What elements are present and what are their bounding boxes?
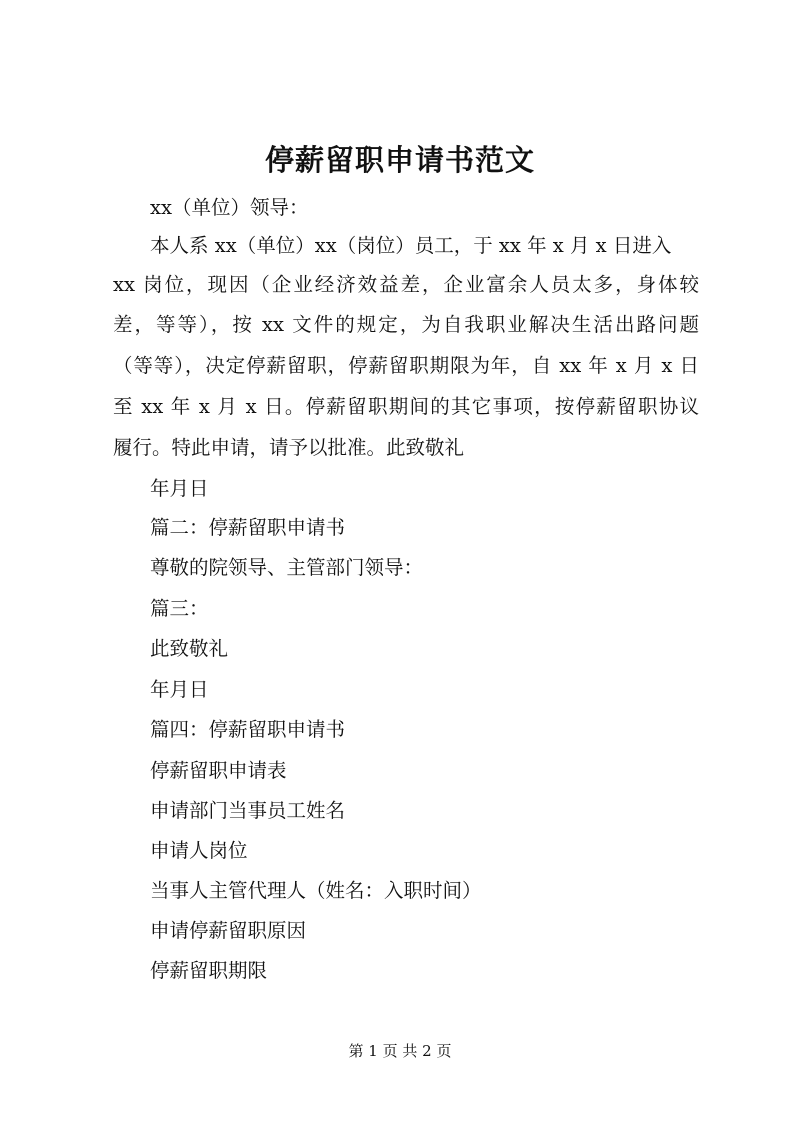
paragraph-line: 履行。特此申请，请予以批准。此致敬礼: [113, 436, 465, 459]
form-title: 停薪留职申请表: [150, 759, 287, 782]
paragraph-line: 至 xx 年 x 月 x 日。停薪留职期间的其它事项，按停薪留职协议: [113, 395, 699, 418]
paragraph-line: 差，等等），按 xx 文件的规定，为自我职业解决生活出路问题: [113, 313, 699, 336]
date-line: 年月日: [150, 477, 209, 500]
closing-line: 此致敬礼: [150, 637, 229, 660]
paragraph-line: xx 岗位，现因（企业经济效益差，企业富余人员太多，身体较: [113, 273, 699, 296]
page-footer: 第 1 页 共 2 页: [348, 1042, 452, 1060]
paragraph-line: （等等），决定停薪留职，停薪留职期限为年，自 xx 年 x 月 x 日: [113, 354, 699, 377]
form-field: 申请部门当事员工姓名: [150, 799, 346, 822]
section-heading: 篇二：停薪留职申请书: [150, 516, 346, 539]
form-field: 申请停薪留职原因: [150, 919, 307, 942]
form-field: 当事人主管代理人（姓名：入职时间）: [150, 879, 482, 902]
section-heading: 篇四：停薪留职申请书: [150, 718, 346, 741]
form-field: 停薪留职期限: [150, 959, 268, 982]
salutation: 尊敬的院领导、主管部门领导：: [150, 556, 424, 579]
section-heading: 篇三：: [150, 597, 209, 620]
form-field: 申请人岗位: [150, 839, 248, 862]
date-line: 年月日: [150, 678, 209, 701]
document-title: 停薪留职申请书范文: [264, 143, 535, 177]
paragraph-line: 本人系 xx（单位）xx（岗位）员工，于 xx 年 x 月 x 日进入: [150, 234, 672, 257]
salutation: xx（单位）领导：: [150, 196, 309, 219]
